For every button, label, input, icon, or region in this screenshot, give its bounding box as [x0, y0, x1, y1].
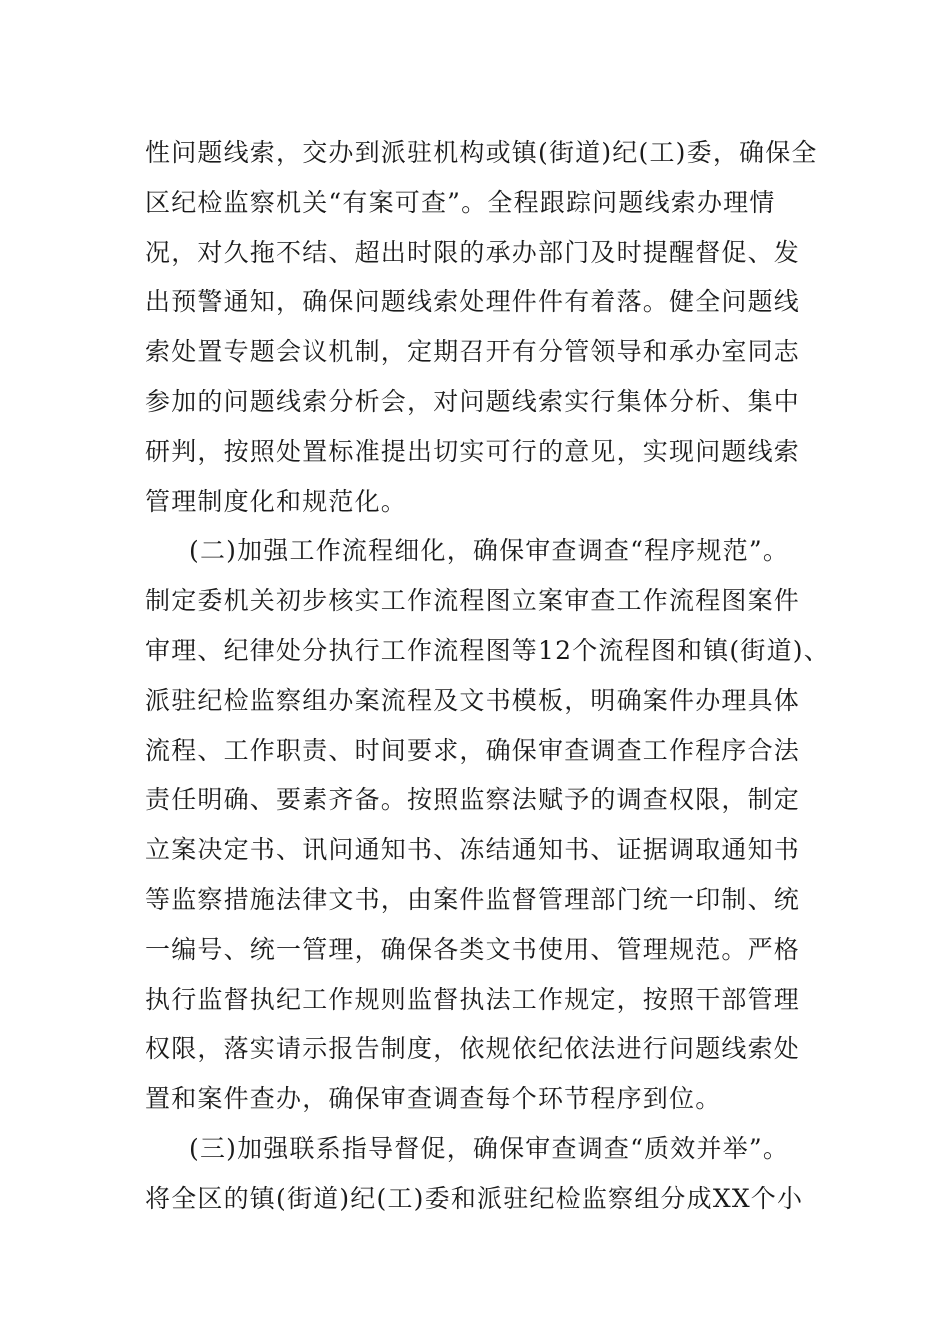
text-line: 参加的问题线索分析会，对问题线索实行集体分析、集中 — [145, 386, 801, 416]
text-line: 管理制度化和规范化。 — [145, 486, 408, 516]
text-line: 置和案件查办，确保审查调查每个环节程序到位。 — [145, 1084, 722, 1114]
text-line: 审理、纪律处分执行工作流程图等12个流程图和镇(街道)、 — [145, 635, 830, 665]
section-heading-2: (二)加强工作流程细化，确保审查调查“程序规范”。 — [189, 536, 790, 566]
text-line: 出预警通知，确保问题线索处理件件有着落。健全问题线 — [145, 287, 801, 317]
text-line: 制定委机关初步核实工作流程图立案审查工作流程图案件 — [145, 586, 801, 616]
text-line: 性问题线索，交办到派驻机构或镇(街道)纪(工)委，确保全 — [145, 138, 818, 167]
text-line: 权限，落实请示报告制度，依规依纪依法进行问题线索处 — [145, 1034, 801, 1064]
text-line: 执行监督执纪工作规则监督执法工作规定，按照干部管理 — [145, 984, 801, 1014]
text-line: 研判，按照处置标准提出切实可行的意见，实现问题线索 — [145, 436, 801, 466]
document-body — [145, 128, 845, 1224]
text-line: 索处置专题会议机制，定期召开有分管领导和承办室同志 — [145, 337, 801, 367]
text-line: 责任明确、要素齐备。按照监察法赋予的调查权限，制定 — [145, 785, 801, 815]
text-line: 派驻纪检监察组办案流程及文书模板，明确案件办理具体 — [145, 685, 801, 715]
text-line: 等监察措施法律文书，由案件监督管理部门统一印制、统 — [145, 884, 801, 914]
text-line: 区纪检监察机关“有案可查”。全程跟踪问题线索办理情 — [145, 187, 776, 217]
text-line: 立案决定书、讯问通知书、冻结通知书、证据调取通知书 — [145, 835, 801, 865]
text-line: 流程、工作职责、时间要求，确保审查调查工作程序合法 — [145, 735, 801, 765]
section-heading-3: (三)加强联系指导督促，确保审查调查“质效并举”。 — [189, 1133, 790, 1163]
text-line: 一编号、统一管理，确保各类文书使用、管理规范。严格 — [145, 934, 801, 964]
text-line: 将全区的镇(街道)纪(工)委和派驻纪检监察组分成XX个小 — [145, 1183, 804, 1213]
text-line: 况，对久拖不结、超出时限的承办部门及时提醒督促、发 — [145, 237, 801, 267]
